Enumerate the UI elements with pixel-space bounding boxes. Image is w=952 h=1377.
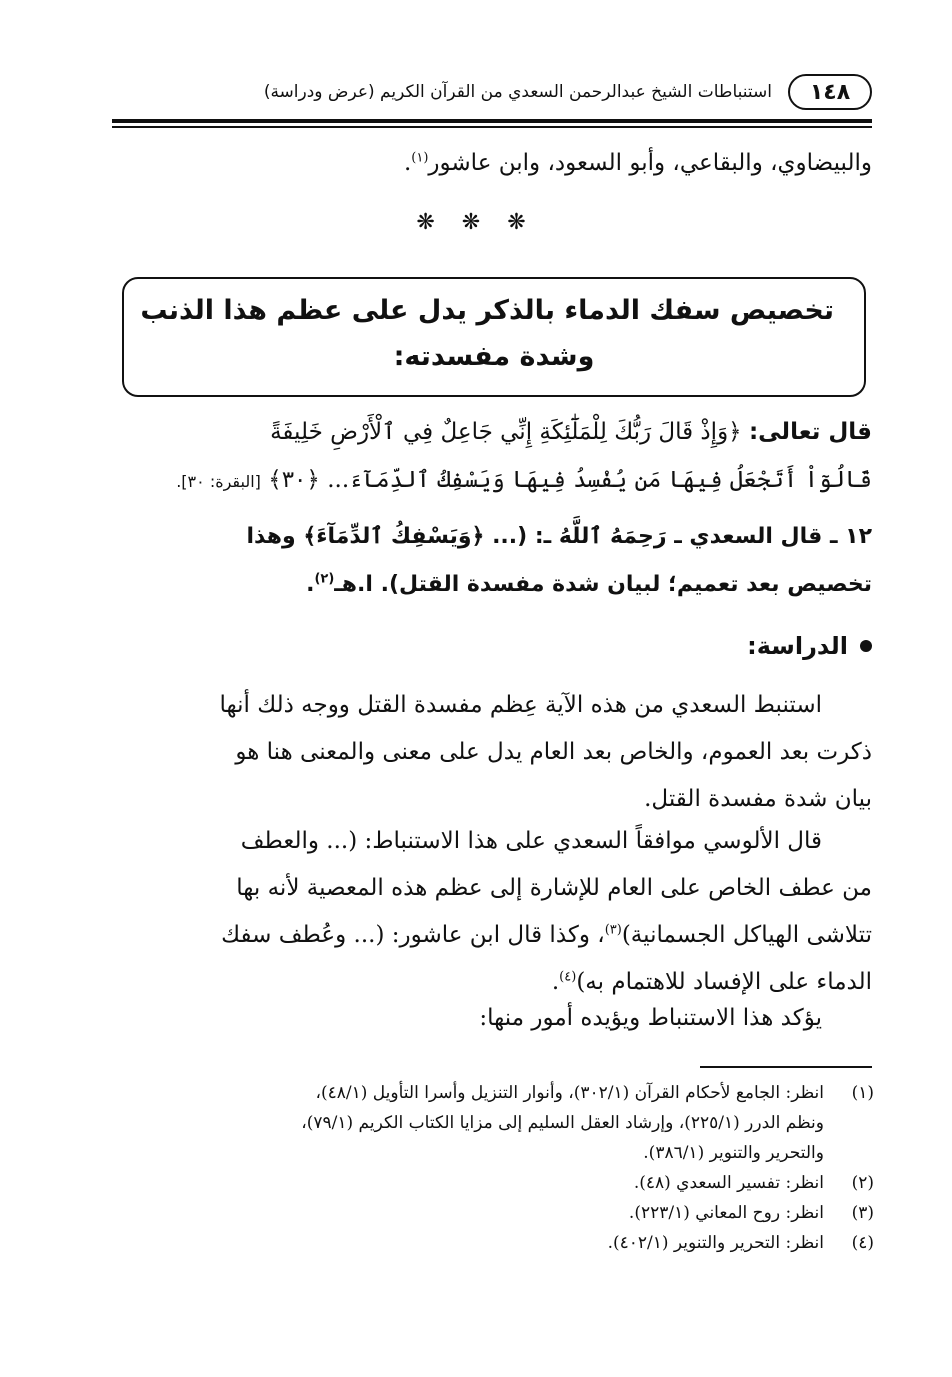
intro-line <box>78 140 872 187</box>
footnote-text: ونظم الدرر (٢٢٥/١)، وإرشاد العقل السليم إلى مزايا الكتاب الكريم (٧٩/١)، <box>301 1113 824 1133</box>
p2-text-4: الدماء على الإفساد للاهتمام به) <box>576 969 872 995</box>
p2-text-3a: تتلاشى الهياكل الجسمانية) <box>621 922 872 948</box>
p2-line-1: قال الألوسي موافقاً السعدي على هذا الاستنباط: (... والعطف <box>240 828 822 854</box>
p2-line-4: الدماء على الإفساد للاهتمام به)$^{(٤)}$. <box>551 969 872 995</box>
section-title-box <box>122 277 866 397</box>
verse-lead: قال تعالى: <box>748 419 872 445</box>
p2-line-3 <box>78 912 872 959</box>
footnote-number: (١) <box>851 1083 874 1103</box>
intro-text: والبيضاوي، والبقاعي، وأبو السعود، وابن عاشور <box>428 150 872 176</box>
p1-line-2: ذكرت بعد العموم، والخاص بعد العام يدل على معنى والمعنى هنا هو <box>235 739 872 765</box>
footnote-ref-4: (٤) <box>559 969 577 985</box>
section-separator: ❋ ❋ ❋ <box>416 210 536 235</box>
p2-text-3b: ، وكذا قال ابن عاشور: (... وعُطف سفك <box>221 922 605 948</box>
p3-line-1: يؤكد هذا الاستنباط ويؤيده أمور منها: <box>479 1005 822 1031</box>
quote-text-2: تخصيص بعد تعميم؛ لبيان شدة مفسدة القتل). ا.هـ <box>334 572 872 597</box>
p1-line-3: بيان شدة مفسدة القتل. <box>644 786 872 812</box>
footnote-4 <box>110 1228 874 1258</box>
verse-line-2 <box>78 456 872 506</box>
footnote-ref-1: (١) <box>411 150 429 166</box>
p1-line-1: استنبط السعدي من هذه الآية عِظم مفسدة القتل ووجه ذلك أنها <box>219 692 822 718</box>
footnotes <box>110 1078 874 1258</box>
footnote-number: (٤) <box>851 1233 874 1253</box>
header-rule-thick <box>112 119 872 123</box>
page-header <box>112 70 872 116</box>
verse-block <box>78 408 872 506</box>
quote-line-2 <box>78 561 872 609</box>
footnote-number: (٢) <box>851 1173 874 1193</box>
quote-end: . <box>306 572 315 597</box>
verse-text-1: ﴿وَإِذْ قَالَ رَبُّكَ لِلْمَلَٰٓئِكَةِ إِنِّي جَاعِلٌ فِي ٱلْأَرْضِ خَلِيفَةً <box>270 419 742 445</box>
section-title-line1: تخصيص سفك الدماء بالذكر يدل على عظم هذا الذنب <box>140 295 834 326</box>
verse-text-2: قَالُوٓاْ أَتَجْعَلُ فِيهَا مَن يُفْسِدُ فِيهَا وَيَسْفِكُ ٱلدِّمَآءَ... ﴿٣٠﴾ <box>268 467 872 493</box>
verse-reference: [البقرة: ٣٠]. <box>176 472 261 491</box>
intro-end: . <box>403 150 412 176</box>
footnote-1 <box>110 1078 874 1168</box>
bullet-icon <box>860 640 872 652</box>
header-rule-thin <box>112 126 872 128</box>
footnote-text: انظر: الجامع لأحكام القرآن (٣٠٢/١)، وأنوار التنزيل وأسرا التأويل (٤٨/١)، <box>315 1083 824 1103</box>
verse-line-1 <box>78 408 872 456</box>
footnote-text: والتحرير والتنوير (٣٨٦/١). <box>643 1143 824 1163</box>
page-number: ١٤٨ <box>788 74 872 110</box>
footnote-text: انظر: روح المعاني (٢٢٣/١). <box>628 1203 824 1223</box>
running-title: استنباطات الشيخ عبدالرحمن السعدي من القرآن الكريم (عرض ودراسة) <box>263 82 772 102</box>
footnote-number: (٣) <box>851 1203 874 1223</box>
study-paragraph-3 <box>78 995 872 1042</box>
footnote-3 <box>110 1198 874 1228</box>
saadi-quote <box>78 513 872 609</box>
footnote-ref-3: (٣) <box>604 922 622 938</box>
study-paragraph-2 <box>78 818 872 1006</box>
study-paragraph-1 <box>78 682 872 823</box>
study-heading-text: الدراسة: <box>747 632 848 660</box>
footnote-2 <box>110 1168 874 1198</box>
footnote-text: انظر: تفسير السعدي (٤٨). <box>633 1173 824 1193</box>
footnote-ref-2: (٢) <box>314 571 335 587</box>
footnote-text: انظر: التحرير والتنوير (٤٠٢/١). <box>607 1233 824 1253</box>
study-heading <box>747 632 872 660</box>
p2-line-2: من عطف الخاص على العام للإشارة إلى عظم هذه المعصية لأنه بها <box>236 875 872 901</box>
quote-line-1: ١٢ ـ قال السعدي ـ رَحِمَهُ ٱللَّهُ ـ: (... ﴿وَيَسْفِكُ ٱلدِّمَآءَ﴾ وهذا <box>246 524 872 549</box>
intro-paragraph <box>78 140 872 187</box>
footnote-rule <box>700 1066 872 1068</box>
section-title-line2: وشدة مفسدته: <box>393 341 595 372</box>
